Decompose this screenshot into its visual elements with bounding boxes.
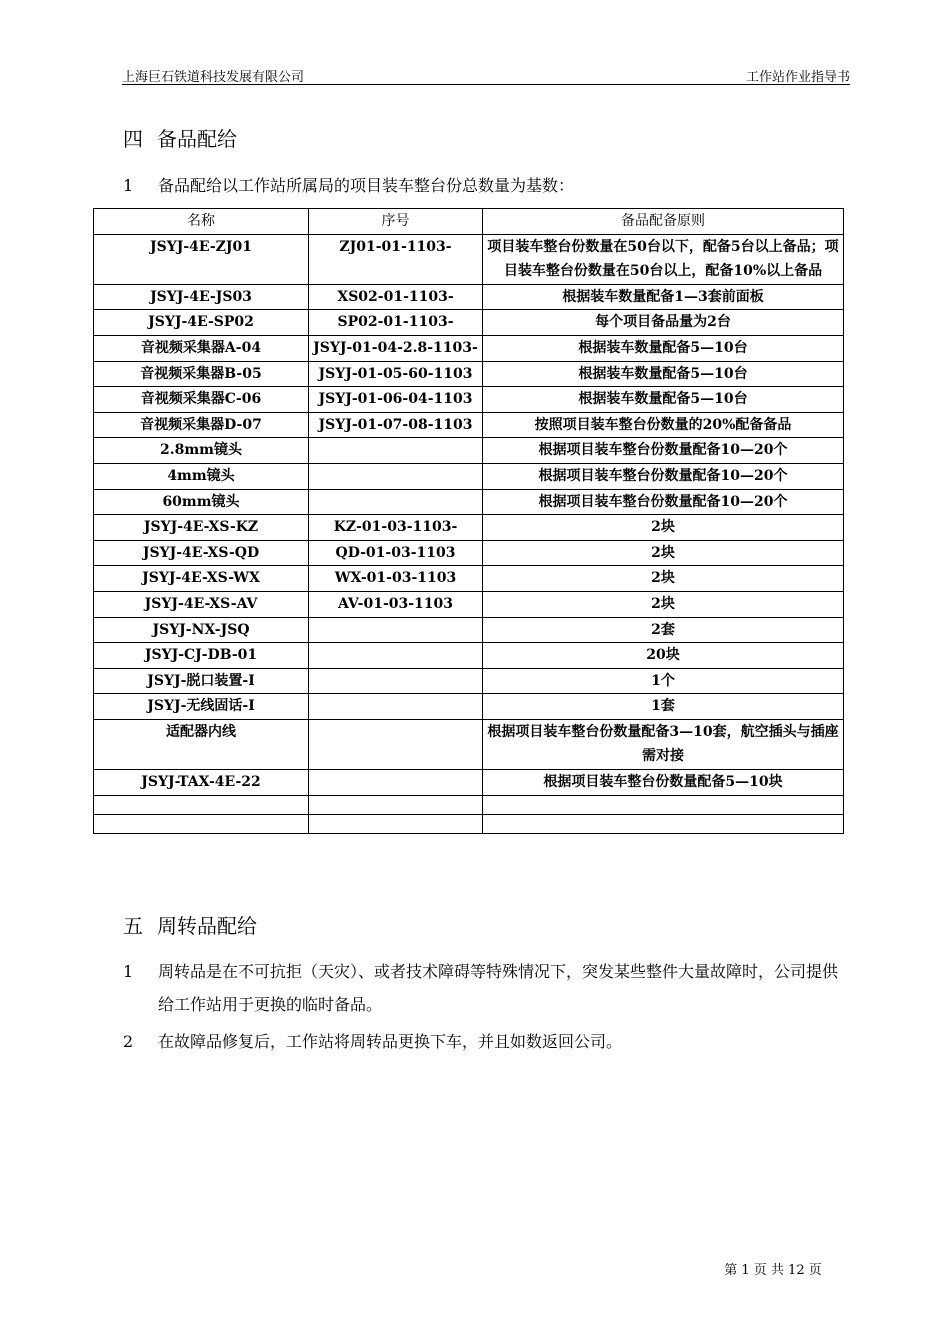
cell-serial bbox=[309, 617, 483, 643]
cell-principle: 根据装车数量配备5—10台 bbox=[483, 361, 844, 387]
cell-principle: 根据项目装车整台份数量配备10—20个 bbox=[483, 438, 844, 464]
cell-name bbox=[94, 814, 309, 833]
section-4-heading bbox=[123, 123, 237, 152]
paragraph-text: 在故障品修复后，工作站将周转品更换下车，并且如数返回公司。 bbox=[158, 1032, 623, 1051]
document-title: 工作站作业指导书 bbox=[745, 70, 850, 85]
table-row bbox=[94, 770, 844, 796]
table-row bbox=[94, 310, 844, 336]
company-name: 上海巨石铁道科技发展有限公司 bbox=[122, 70, 305, 85]
spare-parts-table bbox=[93, 208, 844, 834]
cell-principle: 根据装车数量配备1—3套前面板 bbox=[483, 284, 844, 310]
section-5-heading bbox=[123, 910, 257, 939]
table-row bbox=[94, 617, 844, 643]
cell-principle: 根据项目装车整台份数量配备10—20个 bbox=[483, 463, 844, 489]
cell-principle: 2块 bbox=[483, 515, 844, 541]
cell-principle: 根据项目装车整台份数量配备5—10块 bbox=[483, 770, 844, 796]
page-number: 第 1 页 共 12 页 bbox=[724, 1263, 822, 1278]
table-row bbox=[94, 540, 844, 566]
cell-serial: ZJ01-01-1103- bbox=[309, 234, 483, 284]
cell-serial bbox=[309, 719, 483, 769]
cell-principle: 根据项目装车整台份数量配备10—20个 bbox=[483, 489, 844, 515]
table-row bbox=[94, 489, 844, 515]
paragraph-text: 周转品是在不可抗拒（天灾）、或者技术障碍等特殊情况下，突发某些整件大量故障时，公司提供给工作站用于更换的临时备品。 bbox=[158, 962, 839, 1014]
cell-name: 4mm镜头 bbox=[94, 463, 309, 489]
table-row bbox=[94, 566, 844, 592]
cell-principle: 20块 bbox=[483, 643, 844, 669]
cell-principle: 2块 bbox=[483, 540, 844, 566]
cell-serial: JSYJ-01-07-08-1103 bbox=[309, 412, 483, 438]
table-row bbox=[94, 719, 844, 769]
table-row bbox=[94, 284, 844, 310]
cell-principle bbox=[483, 814, 844, 833]
paragraph-text: 备品配给以工作站所属局的项目装车整台份总数量为基数： bbox=[158, 176, 575, 195]
cell-name: JSYJ-脱口装置-Ⅰ bbox=[94, 668, 309, 694]
cell-serial bbox=[309, 438, 483, 464]
table-row bbox=[94, 463, 844, 489]
table-body bbox=[94, 234, 844, 833]
cell-principle: 2块 bbox=[483, 566, 844, 592]
cell-serial: JSYJ-01-05-60-1103 bbox=[309, 361, 483, 387]
cell-principle: 1套 bbox=[483, 694, 844, 720]
cell-principle: 每个项目备品量为2台 bbox=[483, 310, 844, 336]
cell-name: 音视频采集器B-05 bbox=[94, 361, 309, 387]
cell-principle bbox=[483, 795, 844, 814]
cell-serial: AV-01-03-1103 bbox=[309, 591, 483, 617]
cell-name: JSYJ-CJ-DB-01 bbox=[94, 643, 309, 669]
cell-serial: WX-01-03-1103 bbox=[309, 566, 483, 592]
table-row bbox=[94, 668, 844, 694]
table-row bbox=[94, 795, 844, 814]
cell-serial: SP02-01-1103- bbox=[309, 310, 483, 336]
table-row bbox=[94, 694, 844, 720]
cell-name: JSYJ-NX-JSQ bbox=[94, 617, 309, 643]
cell-serial bbox=[309, 814, 483, 833]
section-4-paragraph-1 bbox=[123, 169, 851, 202]
column-header-principle: 备品配备原则 bbox=[483, 209, 844, 235]
column-header-name: 名称 bbox=[94, 209, 309, 235]
cell-name: JSYJ-4E-SP02 bbox=[94, 310, 309, 336]
cell-principle: 根据装车数量配备5—10台 bbox=[483, 387, 844, 413]
section-5-number: 五 bbox=[123, 914, 143, 938]
table-row bbox=[94, 438, 844, 464]
cell-serial bbox=[309, 795, 483, 814]
cell-name: 音视频采集器D-07 bbox=[94, 412, 309, 438]
cell-serial bbox=[309, 694, 483, 720]
cell-name: 2.8mm镜头 bbox=[94, 438, 309, 464]
cell-name: 音视频采集器C-06 bbox=[94, 387, 309, 413]
cell-name: JSYJ-TAX-4E-22 bbox=[94, 770, 309, 796]
cell-principle: 项目装车整台份数量在50台以下，配备5台以上备品；项目装车整台份数量在50台以上，配备10%以上备品 bbox=[483, 234, 844, 284]
table-row bbox=[94, 412, 844, 438]
table-row bbox=[94, 361, 844, 387]
paragraph-number: 1 bbox=[123, 176, 134, 195]
cell-principle: 1个 bbox=[483, 668, 844, 694]
cell-name: JSYJ-4E-XS-AV bbox=[94, 591, 309, 617]
table-row bbox=[94, 515, 844, 541]
cell-serial bbox=[309, 463, 483, 489]
cell-name bbox=[94, 795, 309, 814]
table-row bbox=[94, 814, 844, 833]
cell-principle: 按照项目装车整台份数量的20%配备备品 bbox=[483, 412, 844, 438]
cell-name: 60mm镜头 bbox=[94, 489, 309, 515]
section-4-title: 备品配给 bbox=[157, 127, 237, 151]
paragraph-number: 2 bbox=[123, 1032, 134, 1051]
cell-principle: 根据项目装车整台份数量配备3—10套，航空插头与插座需对接 bbox=[483, 719, 844, 769]
cell-serial: JSYJ-01-04-2.8-1103- bbox=[309, 335, 483, 361]
section-4-number: 四 bbox=[123, 127, 143, 151]
paragraph-number: 1 bbox=[123, 962, 134, 981]
section-5-title: 周转品配给 bbox=[157, 914, 257, 938]
cell-serial bbox=[309, 643, 483, 669]
table-row bbox=[94, 335, 844, 361]
page-header bbox=[122, 64, 850, 85]
cell-name: 适配器内线 bbox=[94, 719, 309, 769]
cell-serial: JSYJ-01-06-04-1103 bbox=[309, 387, 483, 413]
table-header-row bbox=[94, 209, 844, 235]
cell-serial: KZ-01-03-1103- bbox=[309, 515, 483, 541]
cell-serial bbox=[309, 489, 483, 515]
cell-name: JSYJ-4E-XS-KZ bbox=[94, 515, 309, 541]
table-row bbox=[94, 234, 844, 284]
cell-name: 音视频采集器A-04 bbox=[94, 335, 309, 361]
page-footer bbox=[0, 1259, 950, 1278]
cell-serial bbox=[309, 668, 483, 694]
section-5-paragraph-1 bbox=[123, 955, 851, 1021]
column-header-serial: 序号 bbox=[309, 209, 483, 235]
cell-serial bbox=[309, 770, 483, 796]
section-5-paragraph-2 bbox=[123, 1025, 851, 1058]
cell-principle: 2块 bbox=[483, 591, 844, 617]
table-row bbox=[94, 591, 844, 617]
cell-principle: 根据装车数量配备5—10台 bbox=[483, 335, 844, 361]
table-row bbox=[94, 387, 844, 413]
cell-name: JSYJ-无线固话-Ⅰ bbox=[94, 694, 309, 720]
cell-principle: 2套 bbox=[483, 617, 844, 643]
cell-name: JSYJ-4E-JS03 bbox=[94, 284, 309, 310]
table-row bbox=[94, 643, 844, 669]
cell-name: JSYJ-4E-XS-WX bbox=[94, 566, 309, 592]
cell-serial: XS02-01-1103- bbox=[309, 284, 483, 310]
cell-name: JSYJ-4E-ZJ01 bbox=[94, 234, 309, 284]
cell-serial: QD-01-03-1103 bbox=[309, 540, 483, 566]
cell-name: JSYJ-4E-XS-QD bbox=[94, 540, 309, 566]
